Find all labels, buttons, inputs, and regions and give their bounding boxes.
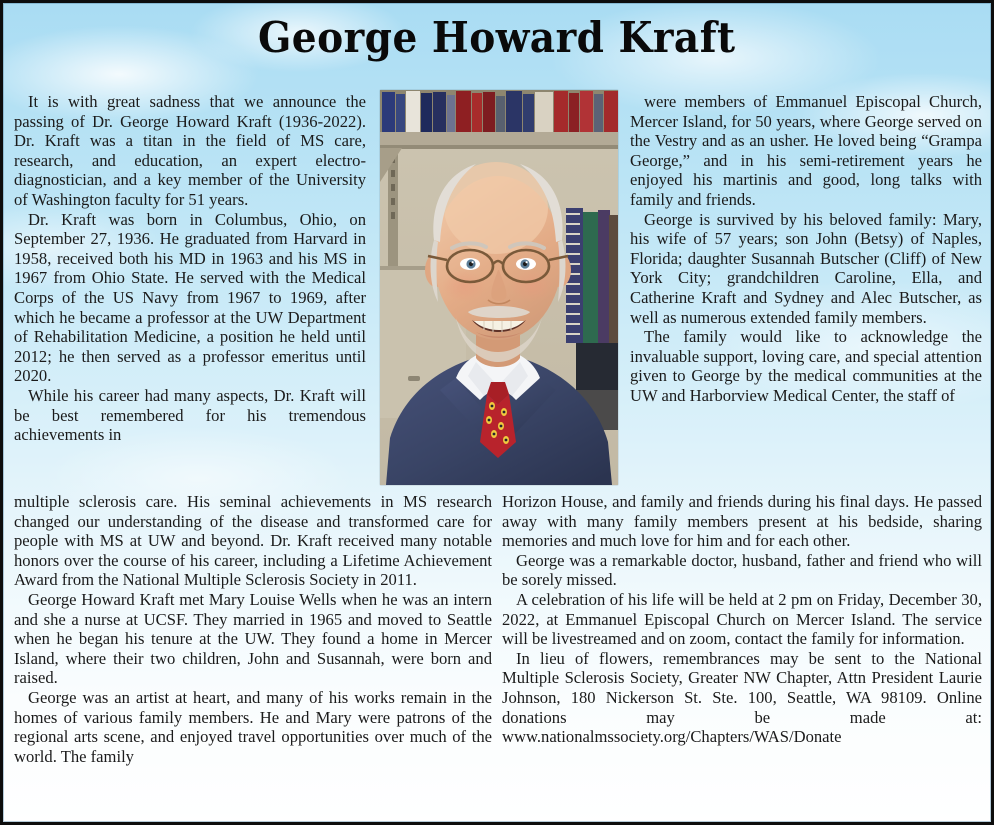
portrait-illustration: [380, 90, 618, 485]
paragraph-continuation: multiple sclerosis care. His seminal achievements in MS research changed our understanding of the disease and transformed care for people with MS at UW and beyond. Dr. Kraft received many notable honors over the course of his career, including a Lifetime Achievement Award from the National Multiple Sclerosis Society in 2011.: [14, 492, 492, 590]
left-column-wide: [14, 492, 492, 766]
portrait-photo: [380, 90, 618, 485]
paragraph: George was an artist at heart, and many of his works remain in the homes of various family members. He and Mary were patrons of the regional arts scene, and enjoyed travel opportunities over much of the world. The family: [14, 687, 492, 766]
paragraph: were members of Emmanuel Episcopal Church, Mercer Island, for 50 years, where George served on the Vestry and as an usher. He loved being “Grampa George,” and in his semi-retirement years he enjoyed his martinis and good, long talks with family and friends.: [630, 92, 982, 209]
paragraph-continuation: Horizon House, and family and friends during his final days. He passed away with many family members present at his bedside, sharing memories and much love for him and for each other.: [502, 492, 982, 551]
page-title: George Howard Kraft: [258, 12, 736, 62]
right-column-narrow: [630, 92, 982, 406]
paragraph-donation-info: In lieu of flowers, remembrances may be sent to the National Multiple Sclerosis Society, Greater NW Chapter, Attn President Laurie Johnson, 180 Nickerson St. Ste. 100, Seattle, WA 98109. Online donations may be made at: www.nationalmssociety.org/Chapters/WAS/Donate: [502, 648, 982, 747]
paragraph: Dr. Kraft was born in Columbus, Ohio, on September 27, 1936. He graduated from Harvard in 1958, received both his MD in 1963 and his MS in 1967 from Ohio State. He served with the Medical Corps of the US Navy from 1967 to 1969, after which he became a professor at the UW Department of Rehabilitation Medicine, a position he held until 2012; he then served as a professor emeritus until 2020.: [14, 209, 366, 386]
paragraph: George is survived by his beloved family: Mary, his wife of 57 years; son John (Betsy) of Naples, Florida; daughter Susannah Butscher (Cliff) of New York City; grandchildren Caroline, Ella, and Catherine Kraft and Sydney and Alec Butscher, as well as numerous extended family members.: [630, 209, 982, 327]
right-column-wide: [502, 492, 982, 747]
paragraph: George Howard Kraft met Mary Louise Wells when he was an intern and she a nurse at UCSF. They married in 1965 and moved to Seattle when he began his tenure at the UW. They found a home in Mercer Island, where their two children, John and Susannah, were born and raised.: [14, 589, 492, 688]
paragraph: While his career had many aspects, Dr. Kraft will be best remembered for his tremendous achievements in: [14, 385, 366, 445]
paragraph: A celebration of his life will be held at 2 pm on Friday, December 30, 2022, at Emmanuel Episcopal Church on Mercer Island. The service will be livestreamed and on zoom, contact the family for information.: [502, 589, 982, 649]
title-bar: [0, 6, 994, 68]
paragraph: George was a remarkable doctor, husband, father and friend who will be sorely missed.: [502, 550, 982, 590]
paragraph: The family would like to acknowledge the invaluable support, loving care, and special attention given to George by the medical communities at the UW and Harborview Medical Center, the staff of: [630, 327, 982, 405]
paragraph: It is with great sadness that we announce the passing of Dr. George Howard Kraft (1936-2022). Dr. Kraft was a titan in the field of MS care, research, and education, an expert electro-diagnostician, and a key member of the University of Washington faculty for 51 years.: [14, 92, 366, 209]
left-column-narrow: [14, 92, 366, 445]
